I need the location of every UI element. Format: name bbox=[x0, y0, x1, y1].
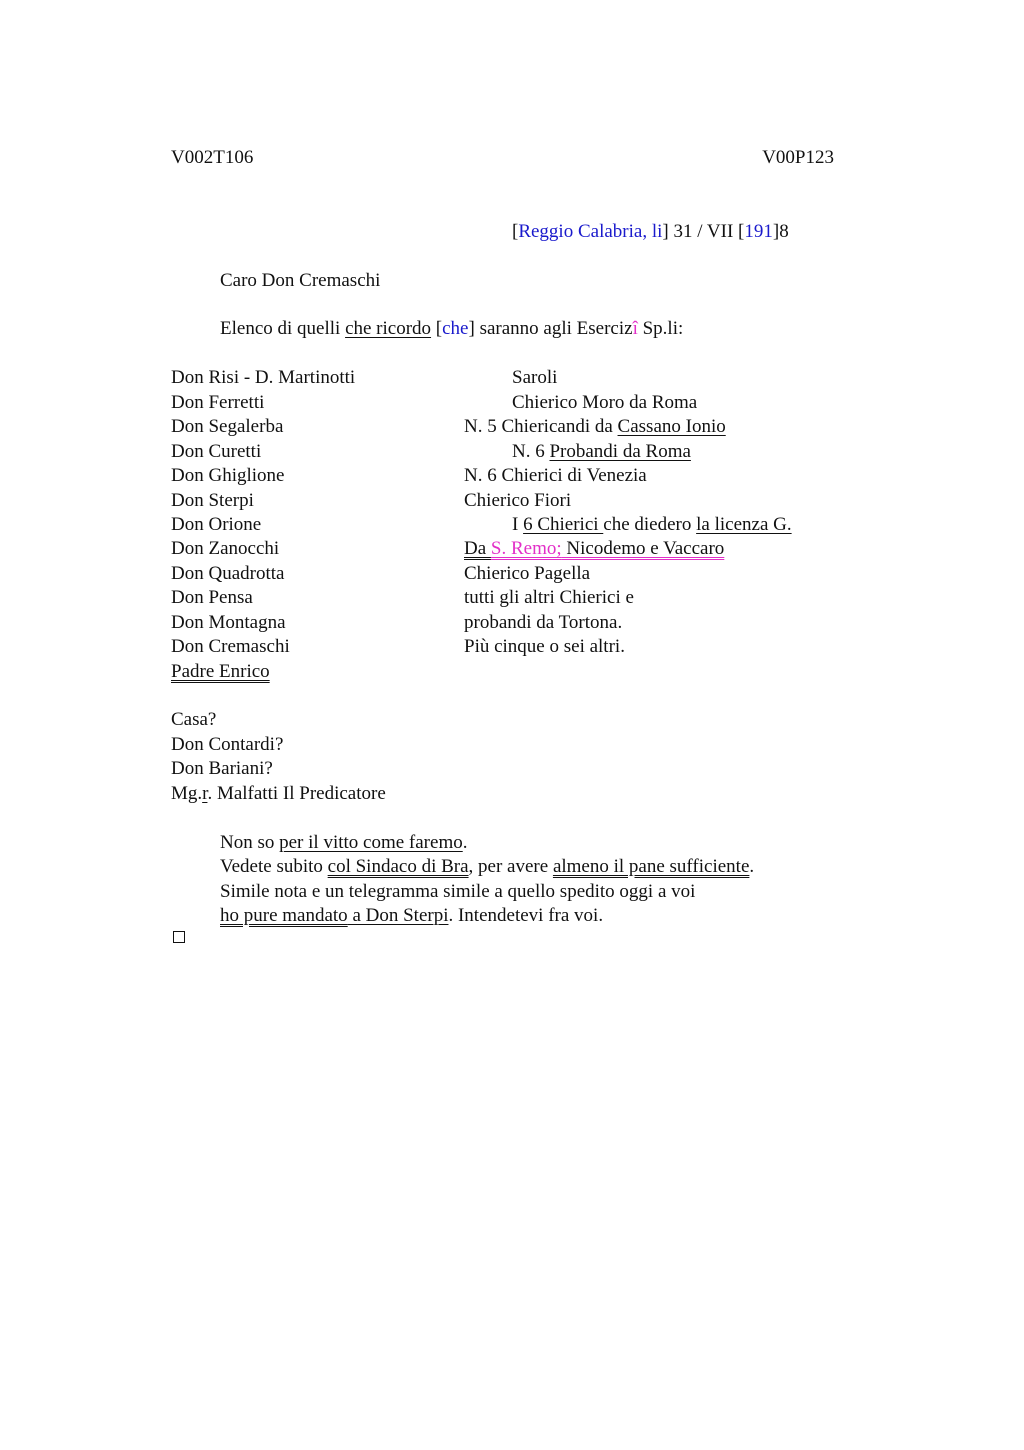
list-item: Don Orione bbox=[171, 514, 262, 535]
text: Elenco di quelli bbox=[220, 318, 346, 339]
end-marker-box bbox=[173, 931, 185, 943]
list-item: Don Quadrotta bbox=[171, 563, 285, 584]
year-end: 8 bbox=[779, 221, 789, 242]
text: I bbox=[512, 514, 524, 535]
bracket: ] bbox=[662, 221, 669, 242]
list-item: Don Risi - D. Martinotti bbox=[171, 367, 356, 388]
list-item: Don Cremaschi bbox=[171, 636, 290, 657]
double-underlined-text: ho pure mandato bbox=[220, 905, 348, 926]
text: N. 5 Chiericandi da bbox=[464, 416, 618, 437]
double-underlined-text: Nicodemo e Vaccaro bbox=[561, 538, 725, 559]
editorial-insert: che bbox=[442, 318, 469, 339]
underlined-text: 6 Chierici bbox=[523, 514, 604, 535]
question-line bbox=[171, 783, 386, 805]
accent-char: î bbox=[632, 318, 638, 339]
text: . Intendetevi fra voi. bbox=[448, 905, 604, 926]
dateline bbox=[512, 221, 789, 243]
list-item: Don Segalerba bbox=[171, 416, 284, 437]
right-list-item: tutti gli altri Chierici e bbox=[464, 587, 634, 608]
bracket: [ bbox=[512, 221, 519, 242]
list-item: Don Curetti bbox=[171, 441, 262, 462]
right-list-item bbox=[464, 416, 726, 438]
bracket: ] bbox=[468, 318, 475, 339]
right-list-item: Chierico Pagella bbox=[464, 563, 591, 584]
underlined-text: per il vitto come faremo bbox=[279, 832, 463, 853]
closing-line bbox=[220, 832, 467, 854]
closing-line: Simile nota e un telegramma simile a quello spedito oggi a voi bbox=[220, 881, 696, 902]
text: N. 6 bbox=[512, 441, 550, 462]
list-item: Don Ferretti bbox=[171, 392, 265, 413]
list-item: Padre Enrico bbox=[171, 661, 270, 682]
text: Non so bbox=[220, 832, 280, 853]
text: che diedero bbox=[603, 514, 697, 535]
closing-line bbox=[220, 856, 754, 878]
date: 31 / VII bbox=[668, 221, 739, 242]
document-code-right: V00P123 bbox=[762, 147, 834, 168]
text: saranno agli Eserciz bbox=[474, 318, 633, 339]
right-list-item: Saroli bbox=[512, 367, 558, 388]
right-list-item bbox=[464, 538, 724, 560]
highlighted-text: S. Remo; bbox=[490, 538, 562, 559]
list-item: Don Montagna bbox=[171, 612, 286, 633]
bracket: [ bbox=[435, 318, 443, 339]
underlined-text: Cassano Ionio bbox=[617, 416, 726, 437]
text: . Malfatti Il Predicatore bbox=[207, 783, 386, 804]
underlined-text: la licenza G. bbox=[696, 514, 792, 535]
document-code-left: V002T106 bbox=[171, 147, 254, 168]
double-underlined-text: col Sindaco di Bra bbox=[327, 856, 469, 877]
underlined-text: che ricordo bbox=[345, 318, 432, 339]
intro-line bbox=[220, 318, 683, 340]
bracket: ] bbox=[772, 221, 780, 242]
underlined-text: r bbox=[202, 783, 208, 804]
right-list-item: Chierico Moro da Roma bbox=[512, 392, 698, 413]
year-prefix: 191 bbox=[744, 221, 773, 242]
list-item: Don Zanocchi bbox=[171, 538, 280, 559]
right-list-item bbox=[512, 441, 691, 463]
right-list-item: probandi da Tortona. bbox=[464, 612, 623, 633]
double-underlined-text: almeno il pane sufficiente bbox=[552, 856, 750, 877]
text: . bbox=[749, 856, 755, 877]
question-line: Casa? bbox=[171, 709, 217, 730]
right-list-item: Più cinque o sei altri. bbox=[464, 636, 625, 657]
text: . bbox=[462, 832, 468, 853]
question-line: Don Bariani? bbox=[171, 758, 273, 779]
right-list-item: N. 6 Chierici di Venezia bbox=[464, 465, 647, 486]
bracket: [ bbox=[738, 221, 745, 242]
list-item: Don Sterpi bbox=[171, 490, 254, 511]
right-list-item: Chierico Fiori bbox=[464, 490, 572, 511]
right-list-item bbox=[512, 514, 792, 536]
underlined-text: Probandi da Roma bbox=[549, 441, 691, 462]
salutation: Caro Don Cremaschi bbox=[220, 270, 381, 291]
text: Mg. bbox=[171, 783, 203, 804]
text: Sp.li: bbox=[637, 318, 684, 339]
list-item: Don Ghiglione bbox=[171, 465, 285, 486]
list-item: Don Pensa bbox=[171, 587, 253, 608]
text: , per avere bbox=[468, 856, 553, 877]
place: Reggio Calabria, li bbox=[518, 221, 663, 242]
closing-line bbox=[220, 905, 603, 927]
question-line: Don Contardi? bbox=[171, 734, 284, 755]
text: Vedete subito bbox=[220, 856, 328, 877]
double-underlined-text: Da bbox=[464, 538, 491, 559]
underlined-text: a Don Sterpi bbox=[347, 905, 449, 926]
